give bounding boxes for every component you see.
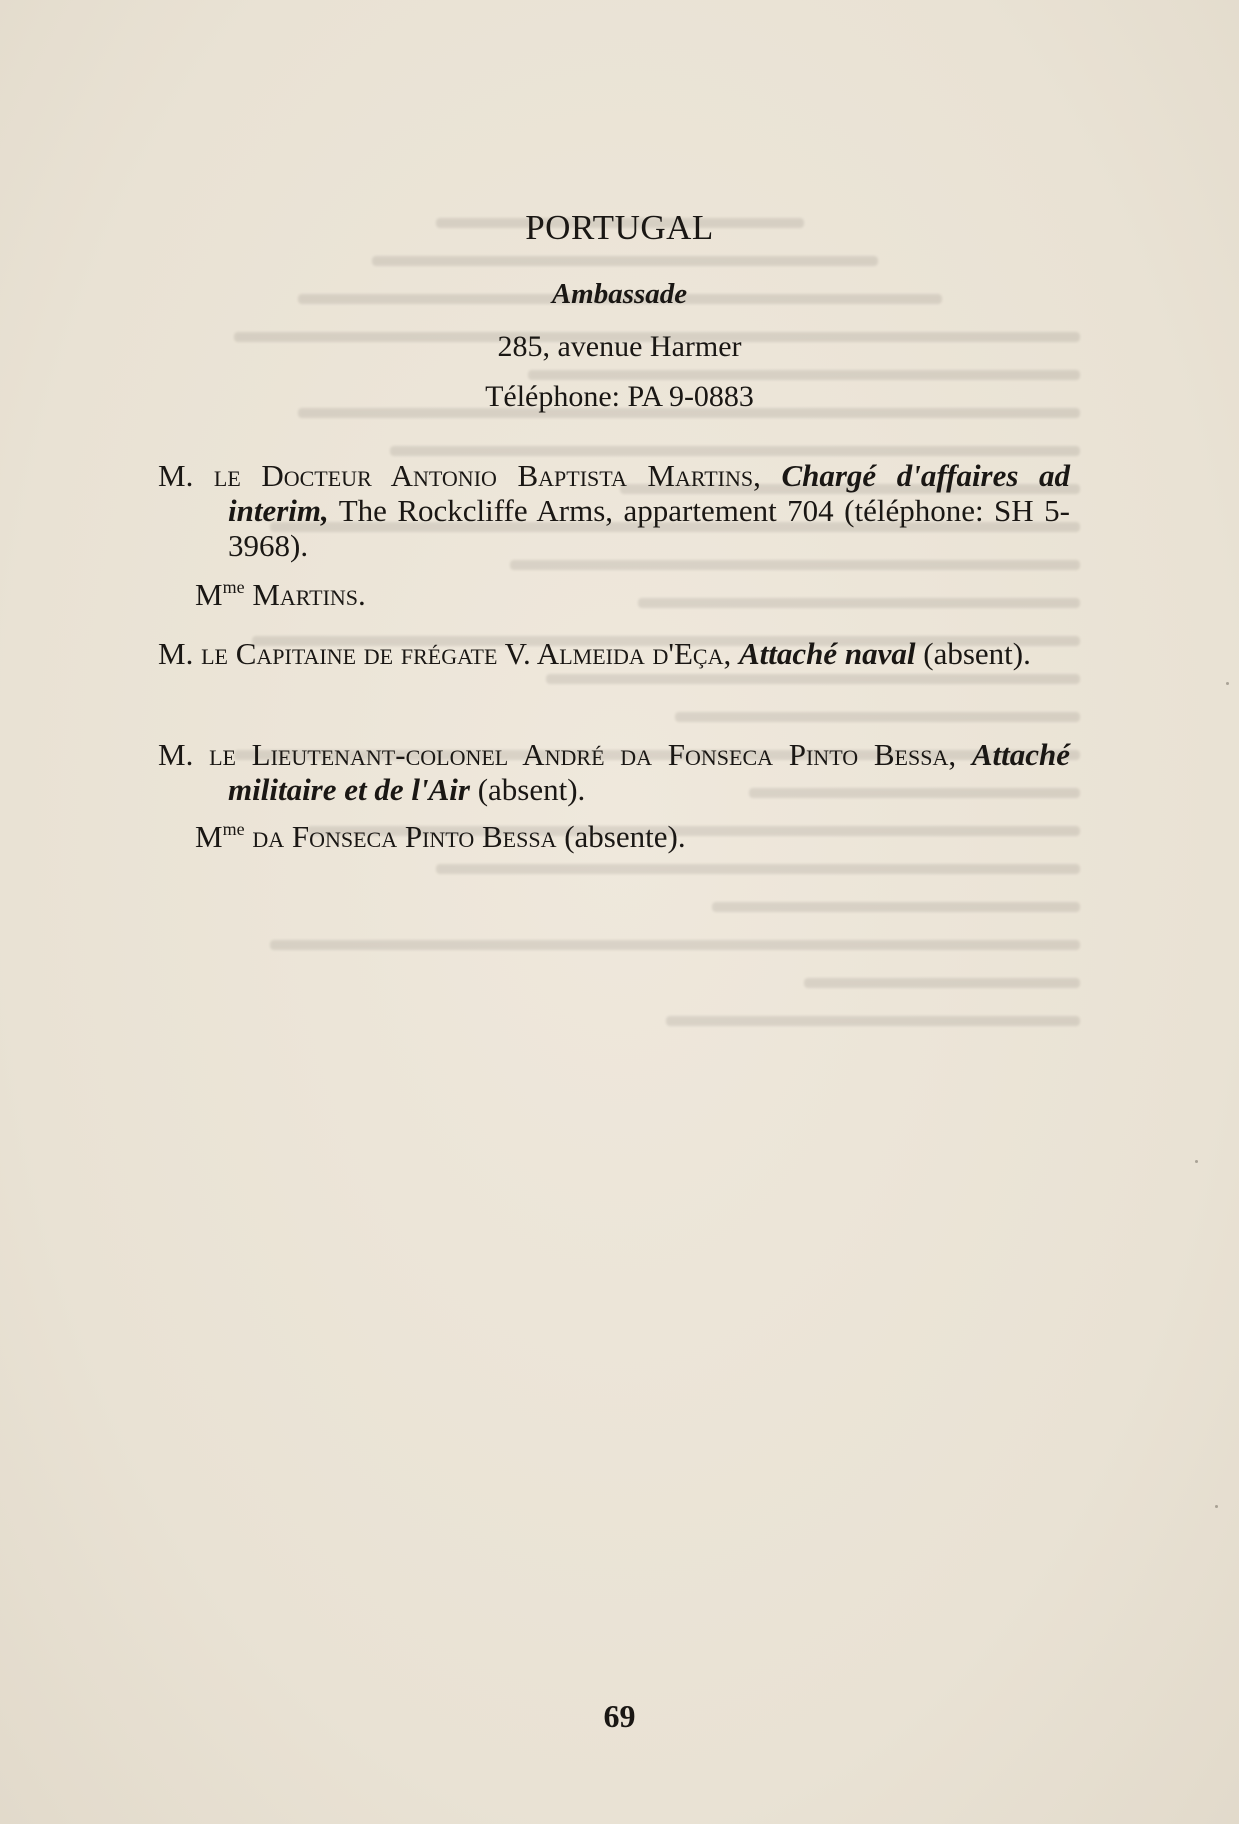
entry-details: (absent).: [477, 772, 586, 807]
spouse-details: (absente).: [564, 819, 686, 854]
paper-speck: [1195, 1160, 1198, 1163]
mission-type: Ambassade: [551, 278, 688, 310]
diplomat-entry: [158, 737, 1070, 807]
spouse-prefix: M: [195, 577, 223, 612]
diplomat-entry: [158, 636, 1070, 671]
country-heading: PORTUGAL: [525, 208, 714, 247]
spouse-prefix: M: [195, 819, 223, 854]
spouse-name: da Fonseca Pinto Bessa: [252, 819, 557, 854]
entry-details: (absent).: [923, 636, 1031, 671]
entry-details: The Rockcliffe Arms, appartement 704 (téléphone: SH 5-3968).: [228, 493, 1070, 563]
spouse-entry: [195, 570, 366, 612]
entry-function: Chargé d'affaires ad interim,: [228, 458, 1071, 528]
spouse-entry: [195, 812, 686, 854]
paper-speck: [1226, 682, 1229, 685]
entry-function: Attaché naval: [738, 636, 916, 671]
mission-telephone: Téléphone: PA 9-0883: [485, 380, 754, 413]
paper-speck: [1215, 1505, 1218, 1508]
spouse-name: Martins.: [252, 577, 366, 612]
entry-function: Attaché militaire et de l'Air: [228, 737, 1070, 807]
entry-title: M.: [158, 458, 194, 493]
entry-title: M.: [158, 636, 194, 671]
page-number: 69: [603, 1698, 636, 1734]
entry-rank-name: le Lieutenant-colonel André da Fonseca Pinto Bessa,: [209, 737, 957, 772]
spouse-prefix-sup: me: [222, 819, 245, 839]
entry-title: M.: [158, 737, 194, 772]
entry-rank-name: le Docteur Antonio Baptista Martins,: [213, 458, 761, 493]
mission-address: 285, avenue Harmer: [497, 330, 742, 363]
diplomat-entry: [158, 458, 1070, 563]
spouse-prefix-sup: me: [222, 577, 245, 597]
entry-rank-name: le Capitaine de frégate V. Almeida d'Eça,: [201, 636, 732, 671]
